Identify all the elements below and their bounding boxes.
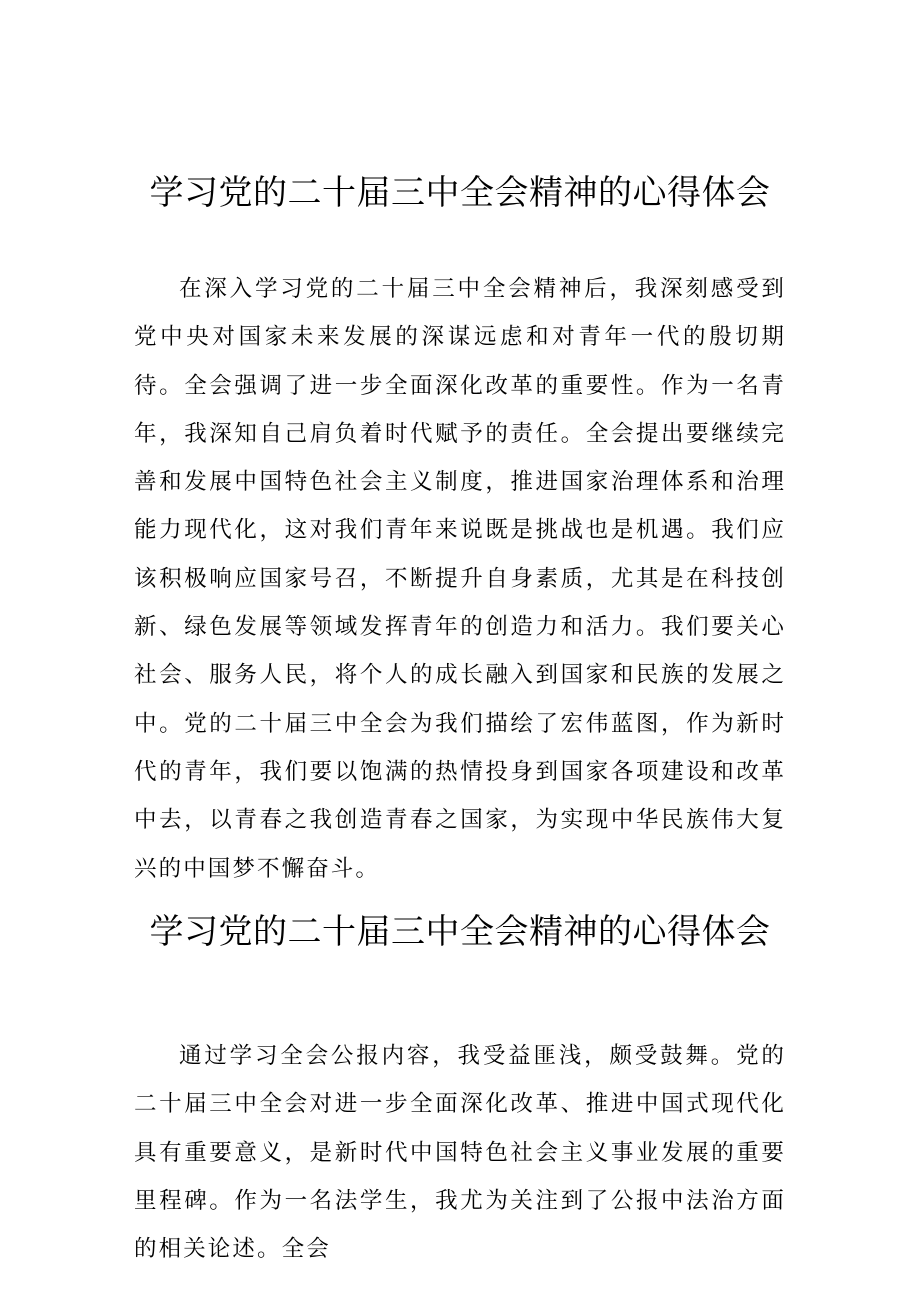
section-1-body: 在深入学习党的二十届三中全会精神后，我深刻感受到党中央对国家未来发展的深谋远虑和对青年一代的殷切期待。全会强调了进一步全面深化改革的重要性。作为一名青年，我深知自己肩负着时代赋予的责任。全会提出要继续完善和发展中国特色社会主义制度，推进国家治理体系和治理能力现代化，这对我们青年来说既是挑战也是机遇。我们应该积极响应国家号召，不断提升自身素质，尤其是在科技创新、绿色发展等领域发挥青年的创造力和活力。我们要关心社会、服务人民，将个人的成长融入到国家和民族的发展之中。党的二十届三中全会为我们描绘了宏伟蓝图，作为新时代的青年，我们要以饱满的热情投身到国家各项建设和改革中去，以青春之我创造青春之国家，为实现中华民族伟大复兴的中国梦不懈奋斗。	[134, 276, 786, 882]
section-2-body: 通过学习全会公报内容，我受益匪浅，颇受鼓舞。党的二十届三中全会对进一步全面深化改革、推进中国式现代化具有重要意义，是新时代中国特色社会主义事业发展的重要里程碑。作为一名法学生，我尤为关注到了公报中法治方面的相关论述。全会	[134, 1043, 786, 1263]
section-1-title: 学习党的二十届三中全会精神的心得体会	[149, 173, 771, 213]
section-2-title: 学习党的二十届三中全会精神的心得体会	[149, 912, 771, 952]
